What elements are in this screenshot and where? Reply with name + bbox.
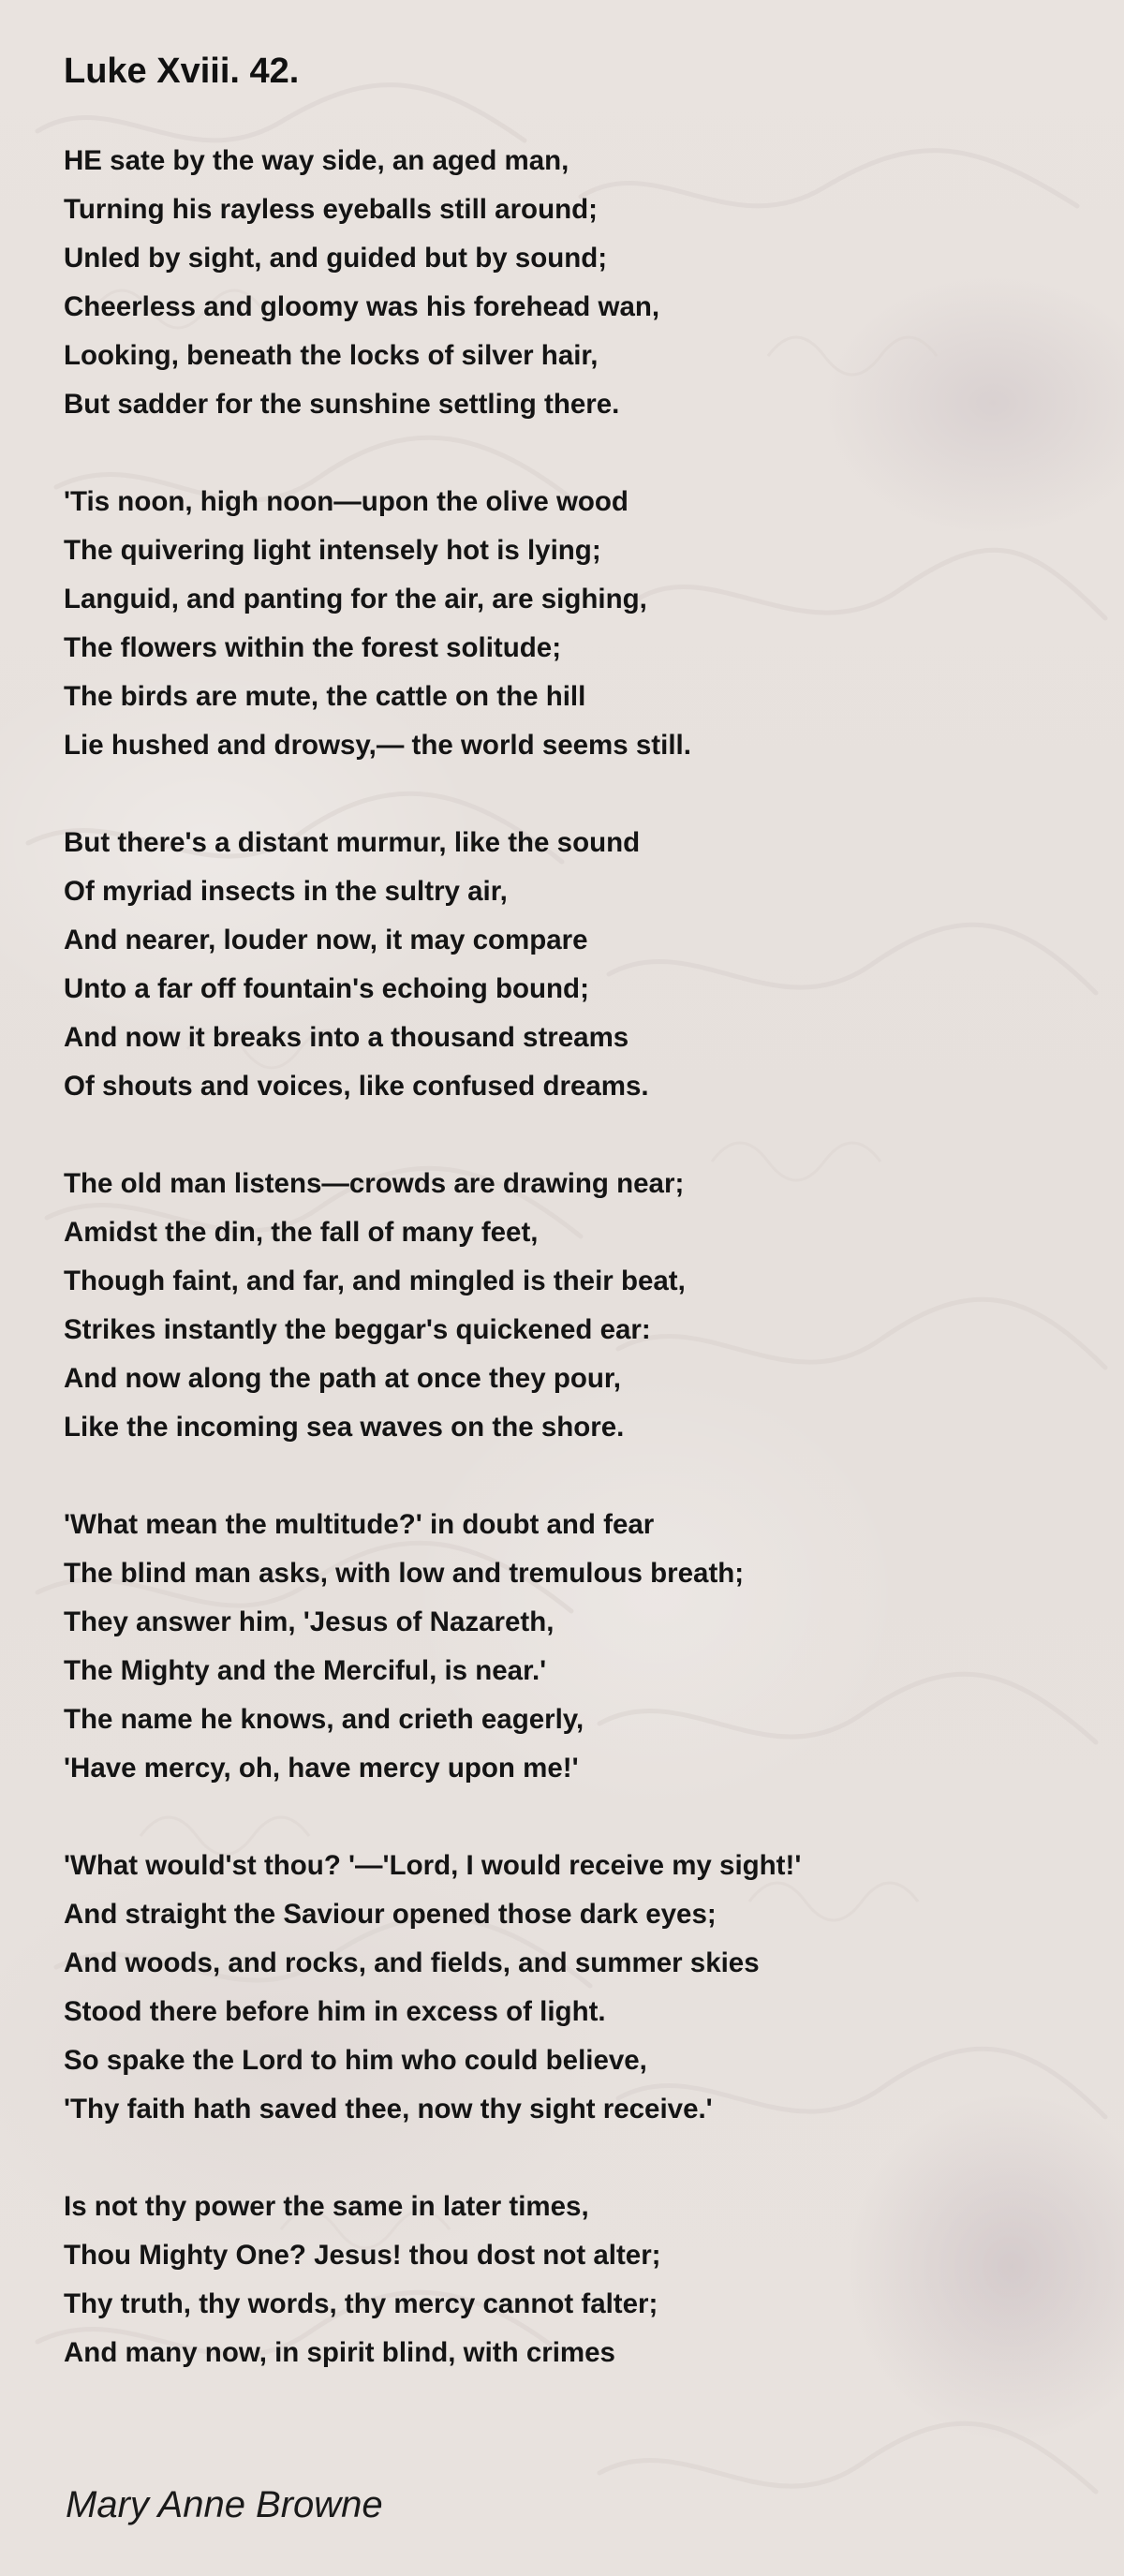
poem-line: Stood there before him in excess of light. xyxy=(64,1996,606,2027)
poem-line: 'Have mercy, oh, have mercy upon me!' xyxy=(64,1753,579,1784)
poem-line: 'What mean the multitude?' in doubt and fear xyxy=(64,1509,655,1540)
poem-line: Strikes instantly the beggar's quickened ear: xyxy=(64,1314,651,1345)
poem-body xyxy=(64,137,1075,2377)
poem-stanza xyxy=(64,819,1075,1111)
poem-line: The Mighty and the Merciful, is near.' xyxy=(64,1655,547,1686)
poem-stanza xyxy=(64,2183,1075,2377)
poem-line: Unled by sight, and guided but by sound; xyxy=(64,243,608,274)
poem-line: And nearer, louder now, it may compare xyxy=(64,925,588,955)
poem-line: Thy truth, thy words, thy mercy cannot falter; xyxy=(64,2288,658,2319)
poem-page xyxy=(64,45,1075,2426)
poem-line: Lie hushed and drowsy,— the world seems still. xyxy=(64,730,691,761)
poem-line: The flowers within the forest solitude; xyxy=(64,632,562,663)
poem-title: Luke Xviii. 42. xyxy=(64,52,300,91)
poem-line: They answer him, 'Jesus of Nazareth, xyxy=(64,1606,555,1637)
poem-line: And now it breaks into a thousand streams xyxy=(64,1022,629,1053)
poem-line: Languid, and panting for the air, are sighing, xyxy=(64,584,647,614)
poem-stanza xyxy=(64,1842,1075,2134)
poem-line: So spake the Lord to him who could believe, xyxy=(64,2045,647,2076)
poem-line: HE sate by the way side, an aged man, xyxy=(64,145,569,176)
poem-line: Cheerless and gloomy was his forehead wan, xyxy=(64,291,660,322)
poem-stanza xyxy=(64,478,1075,770)
poem-line: Unto a far off fountain's echoing bound; xyxy=(64,973,589,1004)
poem-stanza xyxy=(64,1160,1075,1452)
poem-line: 'Tis noon, high noon—upon the olive wood xyxy=(64,486,629,517)
poem-line: Though faint, and far, and mingled is their beat, xyxy=(64,1266,686,1296)
poem-line: And now along the path at once they pour, xyxy=(64,1363,621,1394)
poem-author: Mary Anne Browne xyxy=(66,2484,383,2525)
poem-line: The old man listens—crowds are drawing near; xyxy=(64,1168,685,1199)
poem-line: Of myriad insects in the sultry air, xyxy=(64,876,508,907)
poem-line: Thou Mighty One? Jesus! thou dost not alter; xyxy=(64,2240,661,2271)
poem-line: 'What would'st thou? '—'Lord, I would receive my sight!' xyxy=(64,1850,802,1881)
poem-line: The birds are mute, the cattle on the hill xyxy=(64,681,586,712)
poem-line: But sadder for the sunshine settling there. xyxy=(64,389,620,420)
poem-line: Of shouts and voices, like confused dreams. xyxy=(64,1071,649,1102)
poem-line: Turning his rayless eyeballs still around; xyxy=(64,194,598,225)
poem-line: And woods, and rocks, and fields, and summer skies xyxy=(64,1947,760,1978)
poem-line: Amidst the din, the fall of many feet, xyxy=(64,1217,539,1248)
poem-line: 'Thy faith hath saved thee, now thy sight receive.' xyxy=(64,2094,713,2124)
poem-stanza xyxy=(64,1501,1075,1793)
poem-line: But there's a distant murmur, like the sound xyxy=(64,827,641,858)
poem-line: And straight the Saviour opened those dark eyes; xyxy=(64,1899,717,1930)
poem-line: Is not thy power the same in later times, xyxy=(64,2191,589,2222)
poem-line: Like the incoming sea waves on the shore. xyxy=(64,1412,625,1443)
poem-line: Looking, beneath the locks of silver hair, xyxy=(64,340,599,371)
poem-stanza xyxy=(64,137,1075,429)
poem-line: The blind man asks, with low and tremulous breath; xyxy=(64,1558,745,1589)
poem-line: And many now, in spirit blind, with crimes xyxy=(64,2337,615,2368)
poem-line: The name he knows, and crieth eagerly, xyxy=(64,1704,584,1735)
poem-line: The quivering light intensely hot is lying; xyxy=(64,535,601,566)
